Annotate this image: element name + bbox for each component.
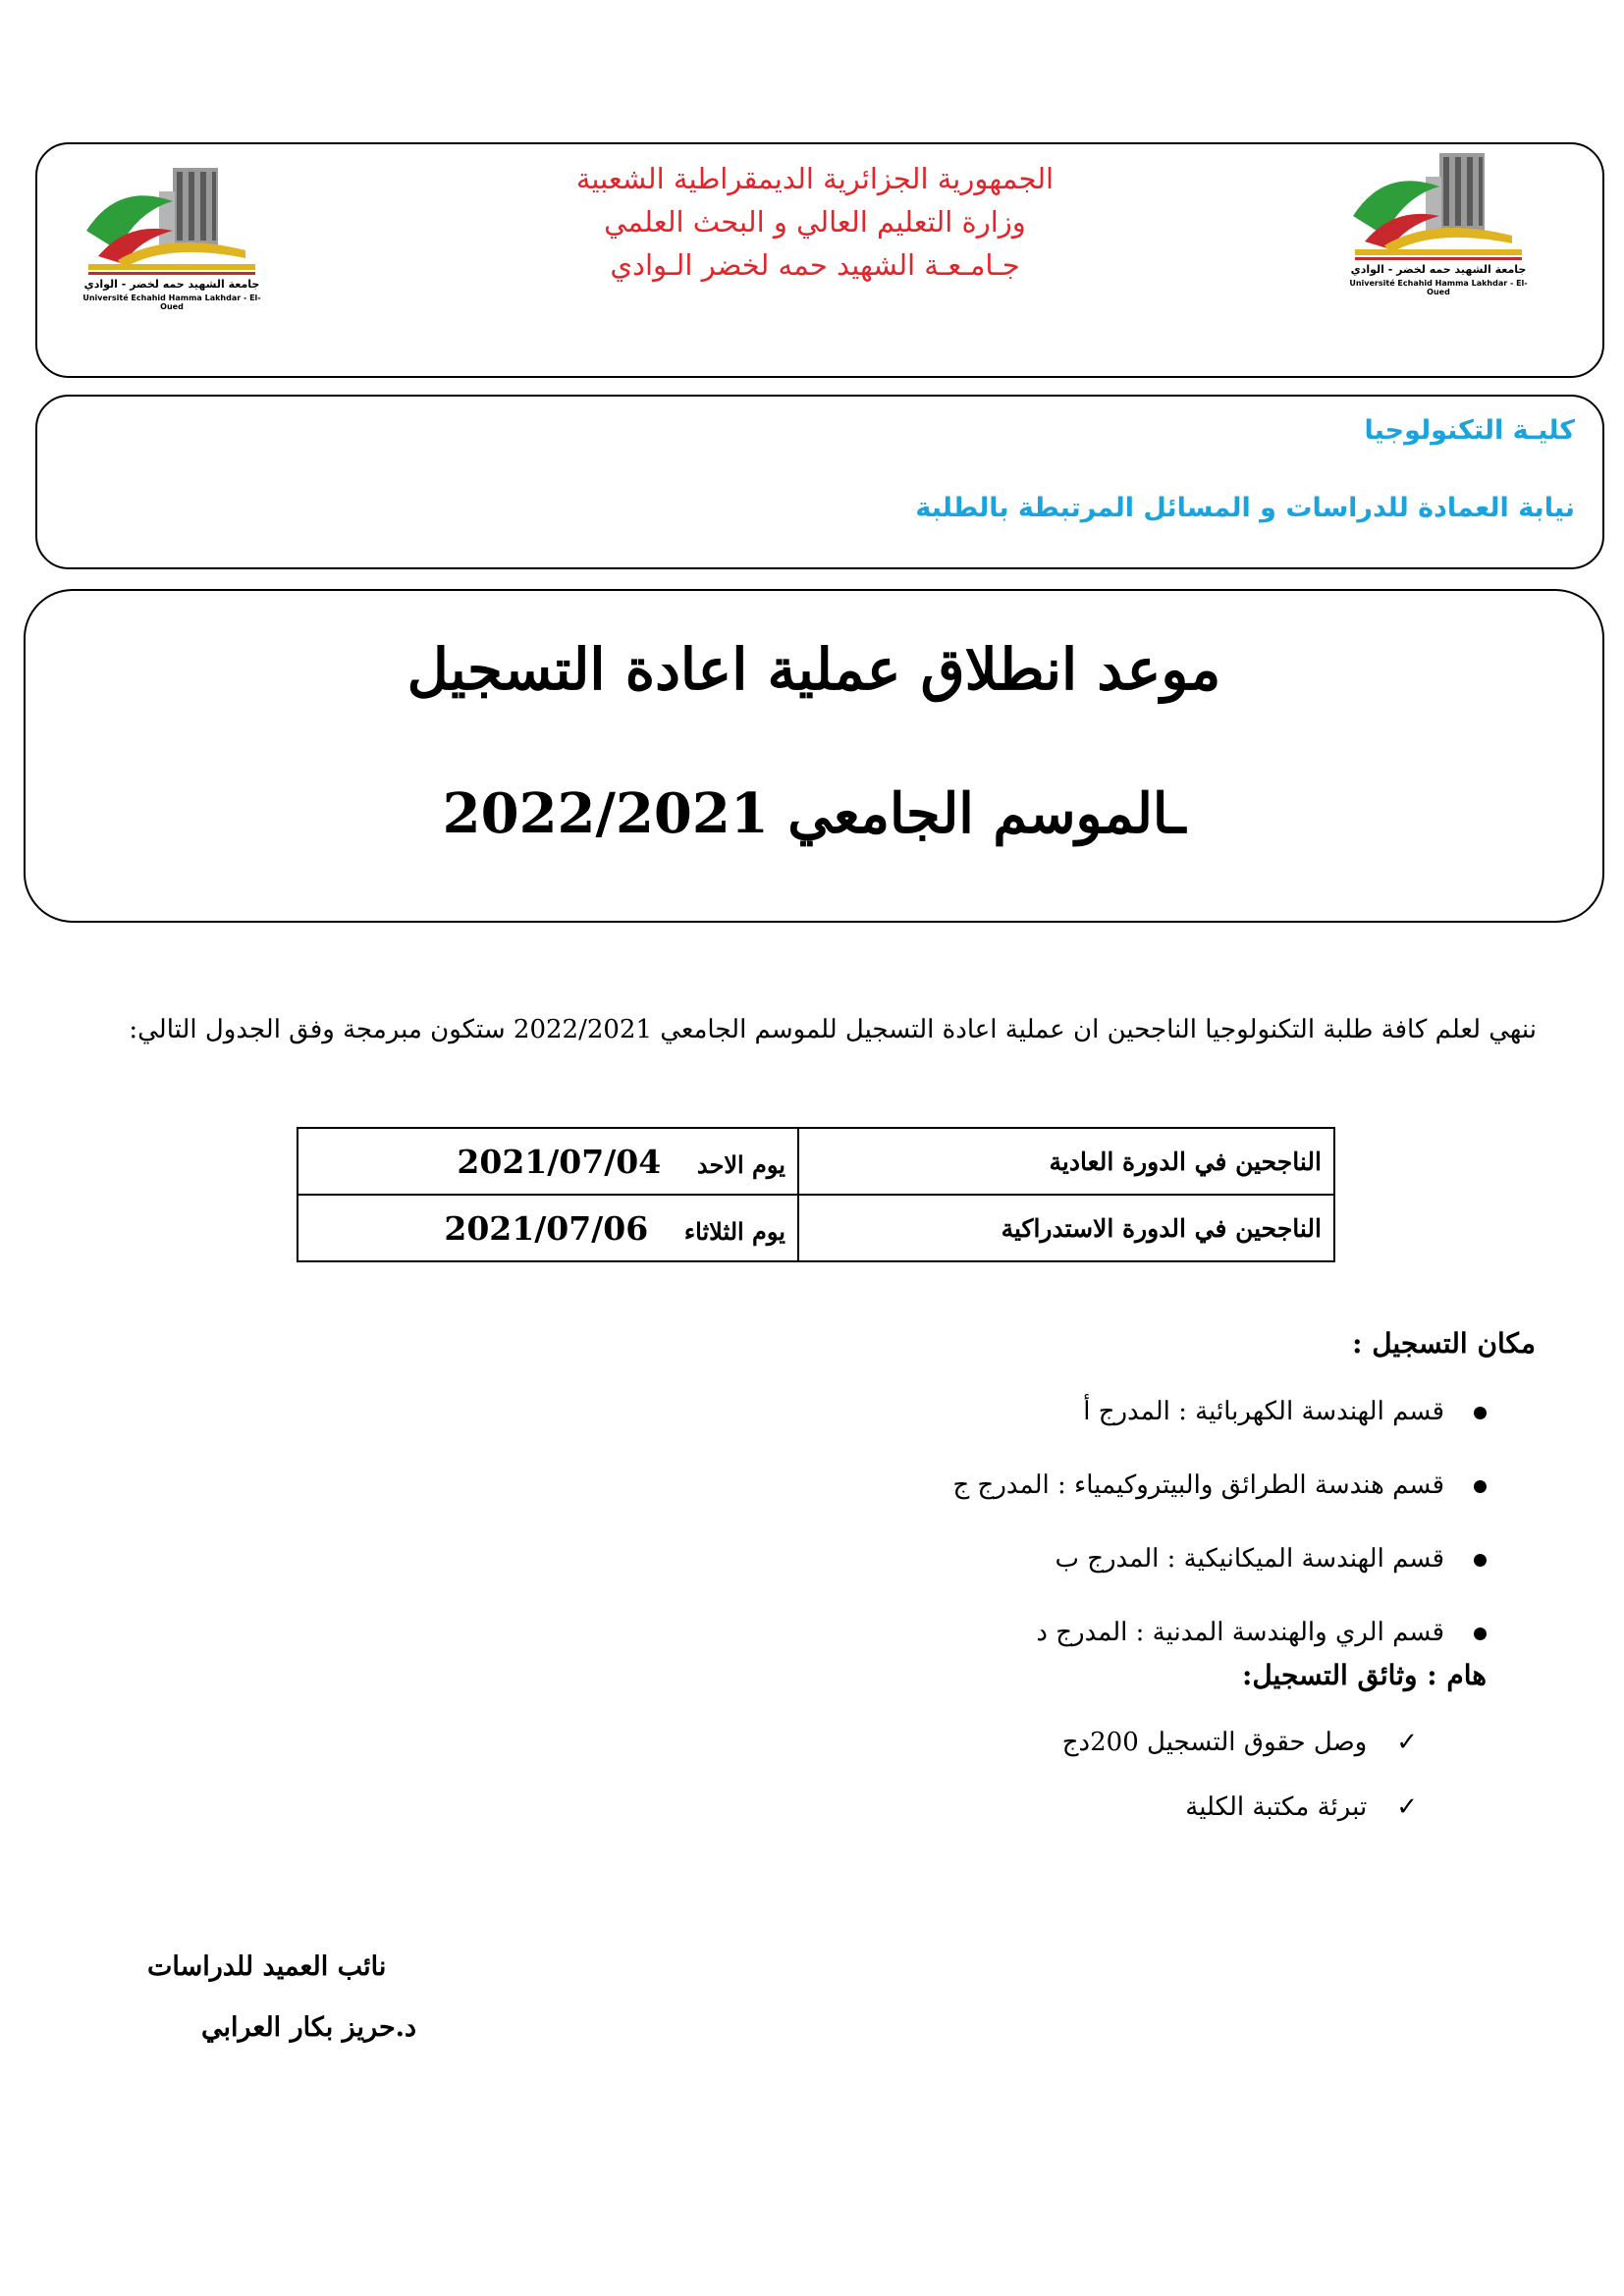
day-label: يوم الاحد — [696, 1149, 785, 1179]
list-item-text: تبرئة مكتبة الكلية — [1185, 1792, 1368, 1822]
registration-place-heading: مكان التسجيل : — [1352, 1327, 1536, 1360]
bullet-icon — [1474, 1407, 1487, 1419]
documents-list — [1062, 1723, 1418, 1852]
faculty-name: كليـة التكنولوجيا — [1364, 415, 1575, 446]
session-cell: الناجحين في الدورة العادية — [798, 1128, 1334, 1195]
list-item-text: قسم الري والهندسة المدنية : المدرج د — [1036, 1618, 1444, 1647]
table-row — [298, 1128, 1334, 1195]
university-logo-left — [79, 162, 265, 329]
bullet-icon — [1474, 1554, 1487, 1567]
bullet-icon — [1474, 1480, 1487, 1493]
logo-caption-arabic: جامعة الشهيد حمه لخضر - الوادي — [1350, 263, 1527, 276]
list-item — [953, 1466, 1488, 1539]
republic-line: الجمهورية الجزائرية الديمقراطية الشعبية — [575, 162, 1055, 195]
documents-heading: هام : وثائق التسجيل: — [1241, 1659, 1487, 1691]
university-logo-icon — [1345, 147, 1532, 263]
list-item-text: وصل حقوق التسجيل 200دج — [1061, 1728, 1368, 1757]
page-title: موعد انطلاق عملية اعادة التسجيل — [406, 636, 1221, 703]
logo-caption-french: Université Echahid Hamma Lakhdar - El-Oued — [82, 294, 261, 311]
list-item — [1062, 1788, 1418, 1852]
vice-deanship: نيابة العمادة للدراسات و المسائل المرتبطة بالطلبة — [915, 493, 1575, 523]
list-item — [953, 1539, 1488, 1613]
logo-caption-french: Université Echahid Hamma Lakhdar - El-Oued — [1349, 279, 1528, 296]
list-item-text: قسم هندسة الطرائق والبيتروكيمياء : المدرج ج — [952, 1470, 1444, 1500]
list-item-text: قسم الهندسة الميكانيكية : المدرج ب — [1055, 1544, 1444, 1574]
university-line: جـامـعـة الشهيد حمه لخضر الـوادي — [610, 248, 1020, 282]
date-value: 2021/07/04 — [457, 1142, 662, 1181]
season-title: ـالموسم الجامعي 2022/2021 — [442, 781, 1186, 846]
bullet-icon — [1474, 1628, 1487, 1640]
logo-caption-arabic: جامعة الشهيد حمه لخضر - الوادي — [83, 278, 260, 291]
schedule-table — [297, 1127, 1335, 1262]
intro-paragraph: ننهي لعلم كافة طلبة التكنولوجيا الناجحين ان عملية اعادة التسجيل للموسم الجامعي 2022/2021 ستكون مبرمجة وفق الجدول التالي: — [129, 1015, 1537, 1044]
list-item — [1062, 1723, 1418, 1788]
ministry-line: وزارة التعليم العالي و البحث العلمي — [604, 205, 1026, 239]
header-text — [412, 157, 1218, 287]
signature-title: نائب العميد للدراسات — [147, 1951, 387, 1982]
university-logo-icon — [79, 162, 265, 278]
date-cell — [298, 1128, 798, 1195]
date-value: 2021/07/06 — [444, 1208, 649, 1248]
university-logo-right — [1345, 147, 1532, 314]
checkmark-icon: ✓ — [1396, 1792, 1418, 1822]
list-item — [953, 1392, 1488, 1466]
date-cell — [298, 1195, 798, 1261]
registration-place-list — [953, 1392, 1488, 1686]
table-row — [298, 1195, 1334, 1261]
day-label: يوم الثلاثاء — [683, 1216, 785, 1246]
session-cell: الناجحين في الدورة الاستدراكية — [798, 1195, 1334, 1261]
checkmark-icon: ✓ — [1396, 1728, 1418, 1757]
list-item-text: قسم الهندسة الكهربائية : المدرج أ — [1083, 1397, 1444, 1426]
signature-name: د.حريز بكار العرابي — [201, 2012, 417, 2043]
